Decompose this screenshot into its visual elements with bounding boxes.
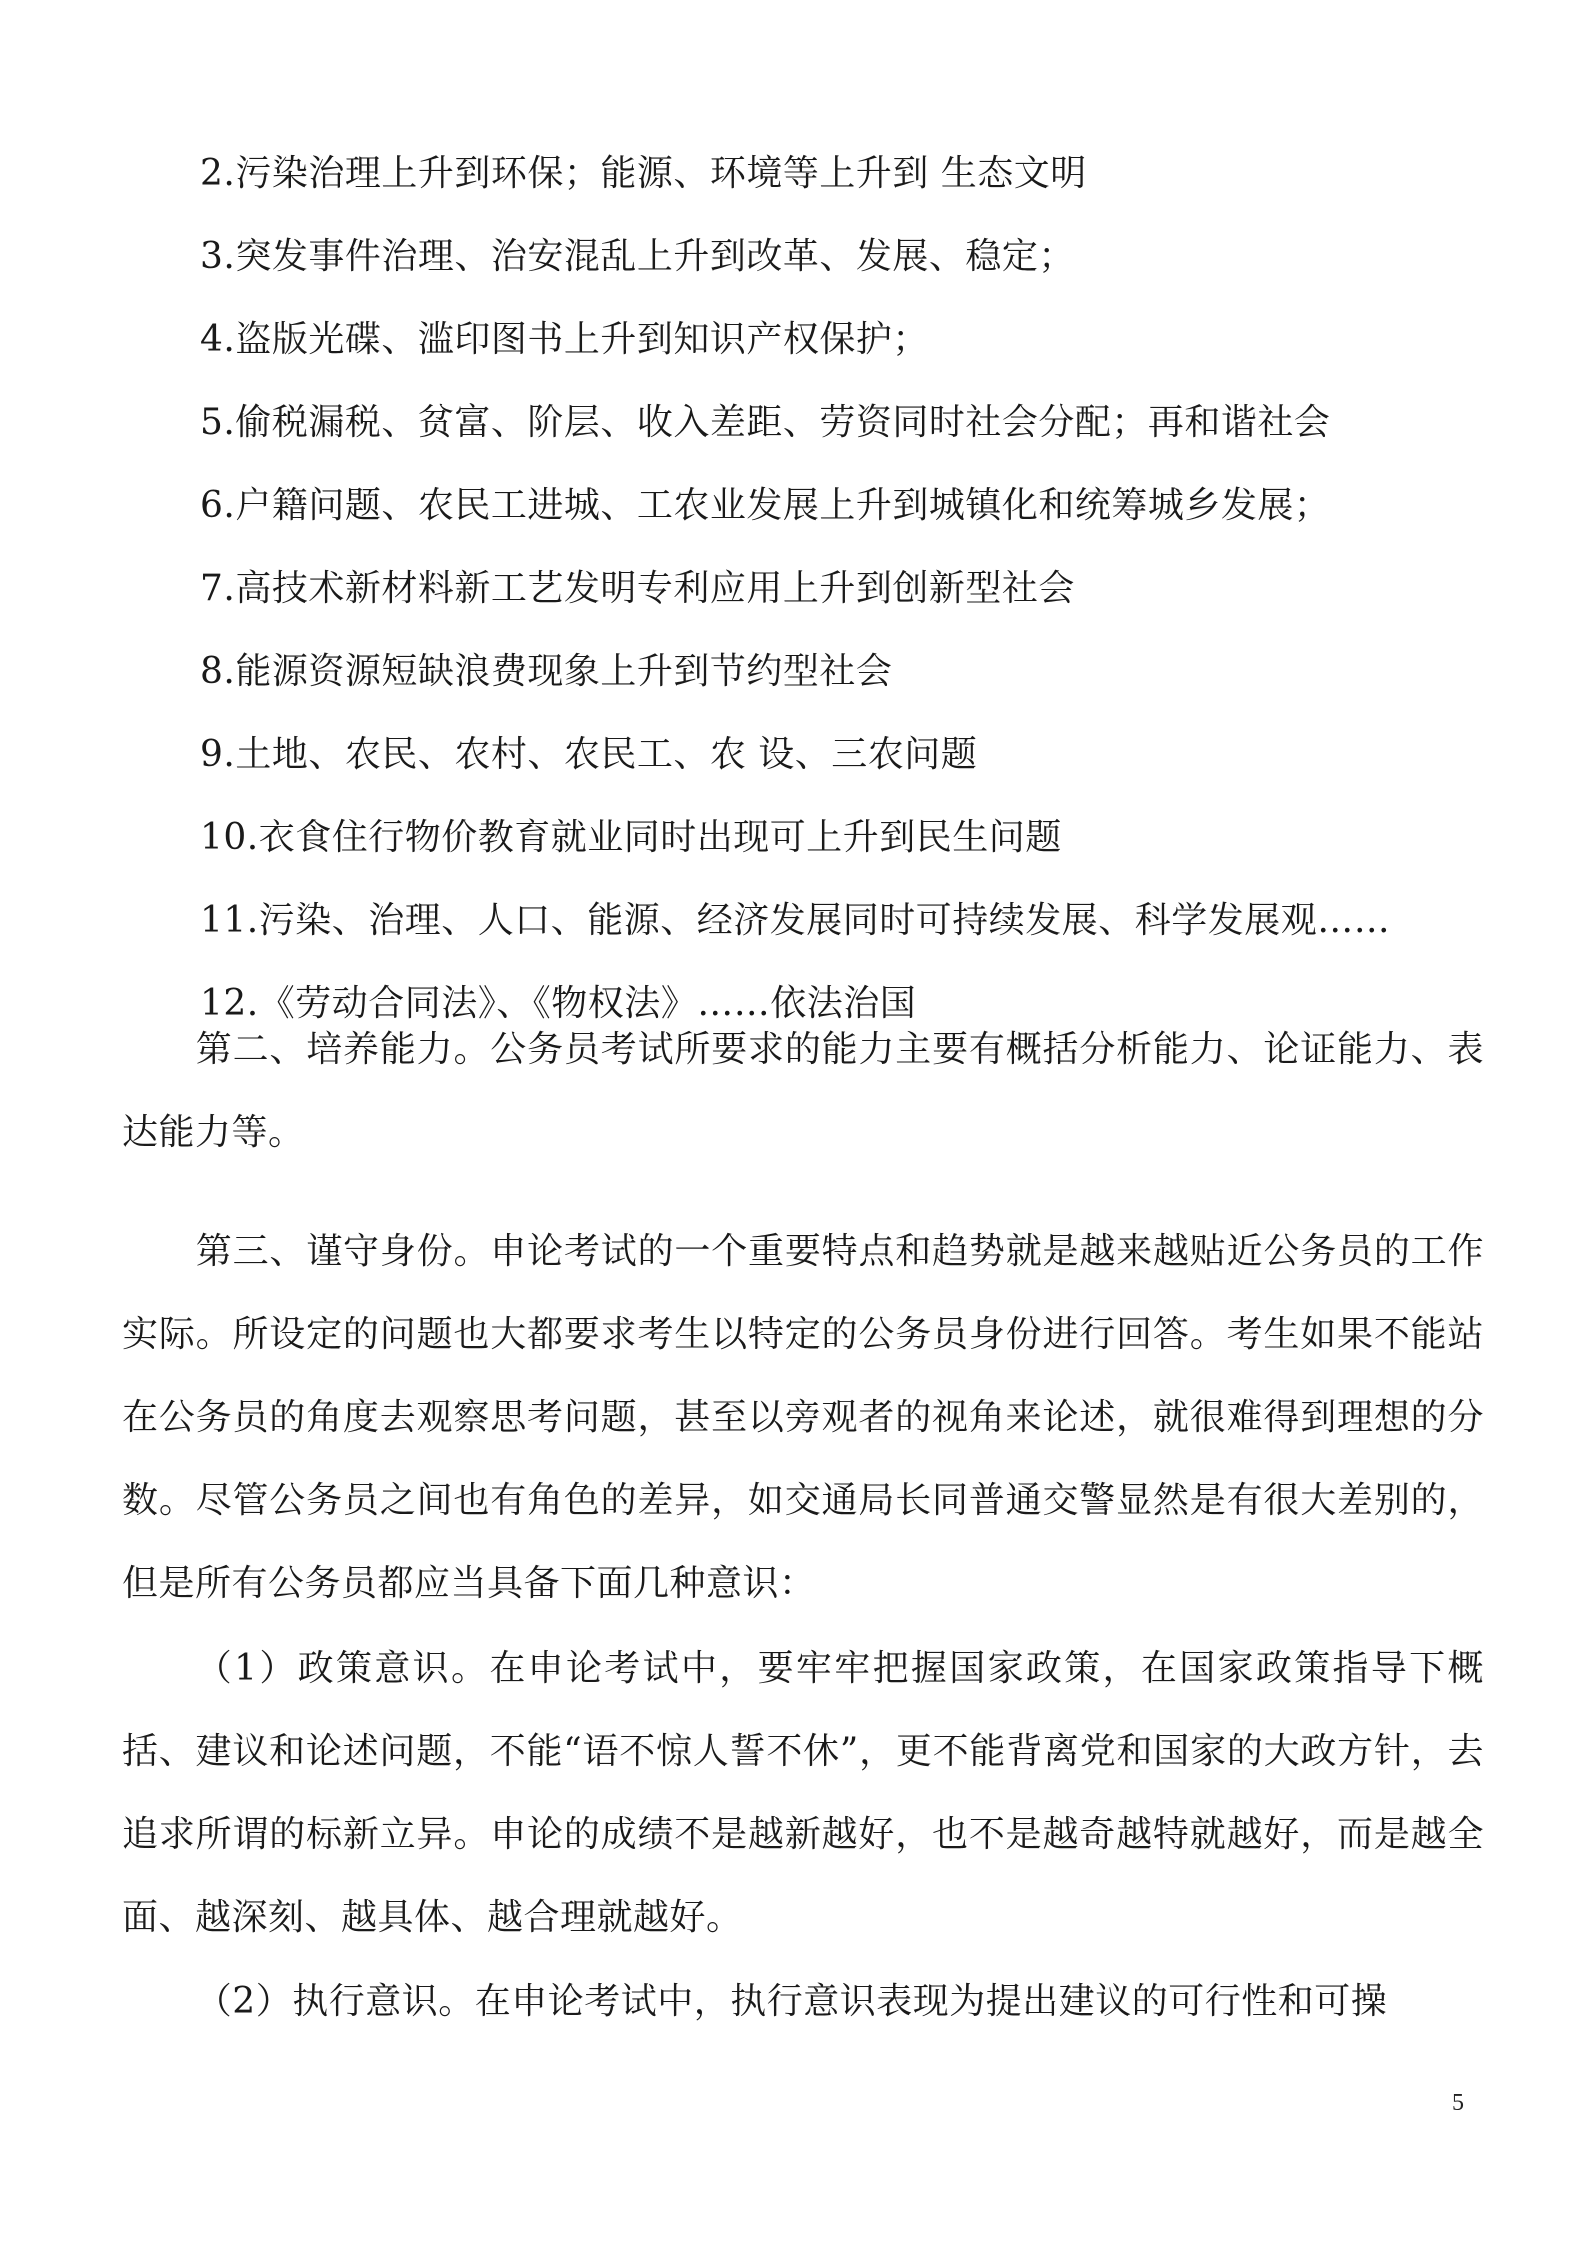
topic-list xyxy=(200,132,1500,1045)
list-item: 8.能源资源短缺浪费现象上升到节约型社会 xyxy=(200,651,893,692)
page-number: 5 xyxy=(1452,2090,1464,2116)
list-item: 3.突发事件治理、治安混乱上升到改革、发展、稳定； xyxy=(200,236,1075,277)
list-item: 4.盗版光碟、滥印图书上升到知识产权保护； xyxy=(200,319,929,360)
list-item: 5.偷税漏税、贫富、阶层、收入差距、劳资同时社会分配；再和谐社会 xyxy=(200,402,1331,443)
list-item: 7.高技术新材料新工艺发明专利应用上升到创新型社会 xyxy=(200,568,1075,609)
paragraph-identity: 第三、谨守身份。申论考试的一个重要特点和趋势就是越来越贴近公务员的工作实际。所设定的问题也大都要求考生以特定的公务员身份进行回答。考生如果不能站在公务员的角度去观察思考问题，甚至以旁观者的视角来论述，就很难得到理想的分数。尽管公务员之间也有角色的差异，如交通局长同普通交警显然是有很大差别的，但是所有公务员都应当具备下面几种意识： xyxy=(122,1231,1484,1604)
paragraph-execution-awareness: （2）执行意识。在申论考试中，执行意识表现为提出建议的可行性和可操 xyxy=(195,1981,1388,2022)
list-item: 6.户籍问题、农民工进城、工农业发展上升到城镇化和统筹城乡发展； xyxy=(200,485,1331,526)
list-item: 2.污染治理上升到环保；能源、环境等上升到 生态文明 xyxy=(200,153,1087,194)
list-item: 12.《劳动合同法》、《物权法》……依法治国 xyxy=(200,983,917,1024)
paragraph-ability: 第二、培养能力。公务员考试所要求的能力主要有概括分析能力、论证能力、表达能力等。 xyxy=(122,1029,1484,1153)
list-item: 11.污染、治理、人口、能源、经济发展同时可持续发展、科学发展观…… xyxy=(200,900,1391,941)
paragraph-policy-awareness: （1）政策意识。在申论考试中，要牢牢把握国家政策，在国家政策指导下概括、建议和论述问题，不能“语不惊人誓不休”，更不能背离党和国家的大政方针，去追求所谓的标新立异。申论的成绩不是越新越好，也不是越奇越特就越好，而是越全面、越深刻、越具体、越合理就越好。 xyxy=(122,1648,1484,1938)
list-item: 9.土地、农民、农村、农民工、农 设、三农问题 xyxy=(200,734,978,775)
list-item: 10.衣食住行物价教育就业同时出现可上升到民生问题 xyxy=(200,817,1062,858)
